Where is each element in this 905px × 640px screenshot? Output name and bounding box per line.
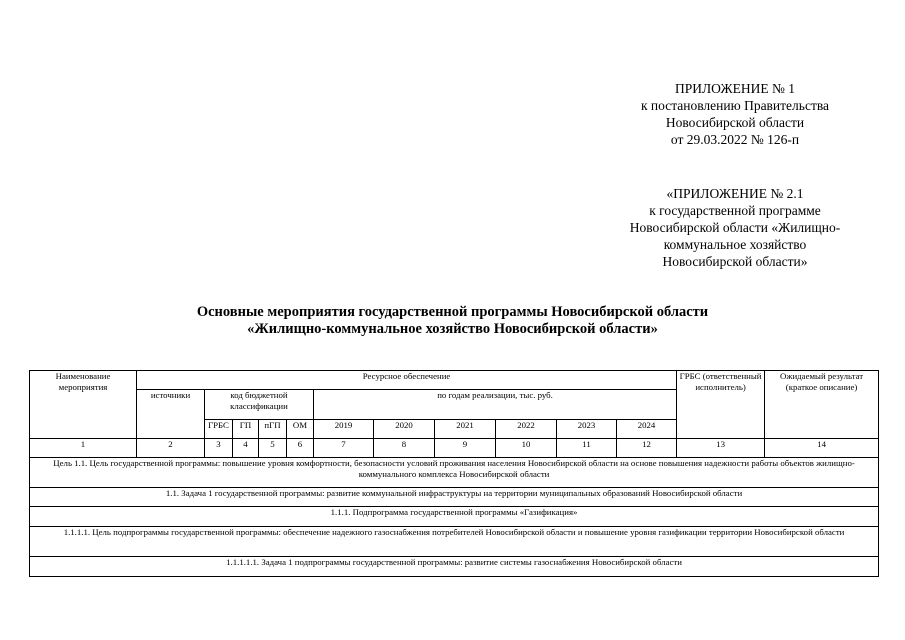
appendix-1-region: Новосибирской области xyxy=(665,115,805,130)
appendix-2-line5: Новосибирской области» xyxy=(662,254,808,269)
column-number: 10 xyxy=(496,439,557,458)
header-code-pgp: пГП xyxy=(259,420,287,439)
column-number: 7 xyxy=(314,439,374,458)
column-number: 13 xyxy=(677,439,765,458)
header-year-2020: 2020 xyxy=(374,420,435,439)
header-code-grbs: ГРБС xyxy=(205,420,233,439)
column-number: 14 xyxy=(765,439,879,458)
header-year-2024: 2024 xyxy=(617,420,677,439)
document-title-line-2: «Жилищно-коммунальное хозяйство Новосибирской области» xyxy=(247,321,658,337)
header-name: Наименование мероприятия xyxy=(30,371,137,439)
appendix-2-title: «ПРИЛОЖЕНИЕ № 2.1 xyxy=(666,186,804,201)
row-subprogram-1-1-1: 1.1.1. Подпрограмма государственной программы «Газификация» xyxy=(30,507,879,527)
table-row xyxy=(30,458,879,488)
row-task-1-1: 1.1. Задача 1 государственной программы: развитие коммунальной инфраструктуры на территории муниципальных образований Новосибирской области xyxy=(30,488,879,507)
table-row xyxy=(30,557,879,577)
row-goal-1-1: Цель 1.1. Цель государственной программы: повышение уровня комфортности, безопасности условий проживания населения Новосибирской области на основе повышения надежности работы объектов жилищно-коммунального комплекса Новосибирской области xyxy=(30,458,879,488)
appendix-2-line4: коммунальное хозяйство xyxy=(663,237,807,252)
header-grbs-executor: ГРБС (ответственный исполнитель) xyxy=(677,371,765,439)
column-number: 6 xyxy=(287,439,314,458)
appendix-1-header xyxy=(600,80,870,148)
column-number: 9 xyxy=(435,439,496,458)
column-number: 4 xyxy=(233,439,259,458)
header-row-1 xyxy=(30,371,879,390)
table-row xyxy=(30,488,879,507)
document-title-line-1: Основные мероприятия государственной программы Новосибирской области xyxy=(196,304,709,320)
column-number-row xyxy=(30,439,879,458)
column-number: 5 xyxy=(259,439,287,458)
appendix-2-header xyxy=(600,185,870,270)
appendix-1-date: от 29.03.2022 № 126-п xyxy=(670,132,800,147)
appendix-2-line2: к государственной программе xyxy=(649,203,821,218)
document-title xyxy=(100,304,805,338)
column-number: 8 xyxy=(374,439,435,458)
row-subprogram-task-1-1-1-1-1: 1.1.1.1.1. Задача 1 подпрограммы государственной программы: развитие системы газоснабжения Новосибирской области xyxy=(30,557,879,577)
header-year-2022: 2022 xyxy=(496,420,557,439)
row-subprogram-goal-1-1-1-1: 1.1.1.1. Цель подпрограммы государственной программы: обеспечение надежного газоснабжения потребителей Новосибирской области и повышение уровня газификации территории Новосибирской области xyxy=(30,527,879,557)
table-row xyxy=(30,527,879,557)
header-expected-result: Ожидаемый результат (краткое описание) xyxy=(765,371,879,439)
header-resources: Ресурсное обеспечение xyxy=(137,371,677,390)
column-number: 3 xyxy=(205,439,233,458)
header-year-2019: 2019 xyxy=(314,420,374,439)
column-number: 2 xyxy=(137,439,205,458)
table-row xyxy=(30,507,879,527)
header-budget-code: код бюджетной классификации xyxy=(205,390,314,420)
appendix-1-title: ПРИЛОЖЕНИЕ № 1 xyxy=(674,81,796,96)
column-number: 11 xyxy=(557,439,617,458)
header-code-gp: ГП xyxy=(233,420,259,439)
appendix-2-line3: Новосибирской области «Жилищно- xyxy=(629,220,841,235)
measures-table xyxy=(29,370,879,577)
column-number: 1 xyxy=(30,439,137,458)
appendix-1-ref: к постановлению Правительства xyxy=(640,98,830,113)
header-by-years: по годам реализации, тыс. руб. xyxy=(314,390,677,420)
header-sources: источники xyxy=(137,390,205,439)
header-code-om: ОМ xyxy=(287,420,314,439)
header-year-2023: 2023 xyxy=(557,420,617,439)
column-number: 12 xyxy=(617,439,677,458)
header-year-2021: 2021 xyxy=(435,420,496,439)
